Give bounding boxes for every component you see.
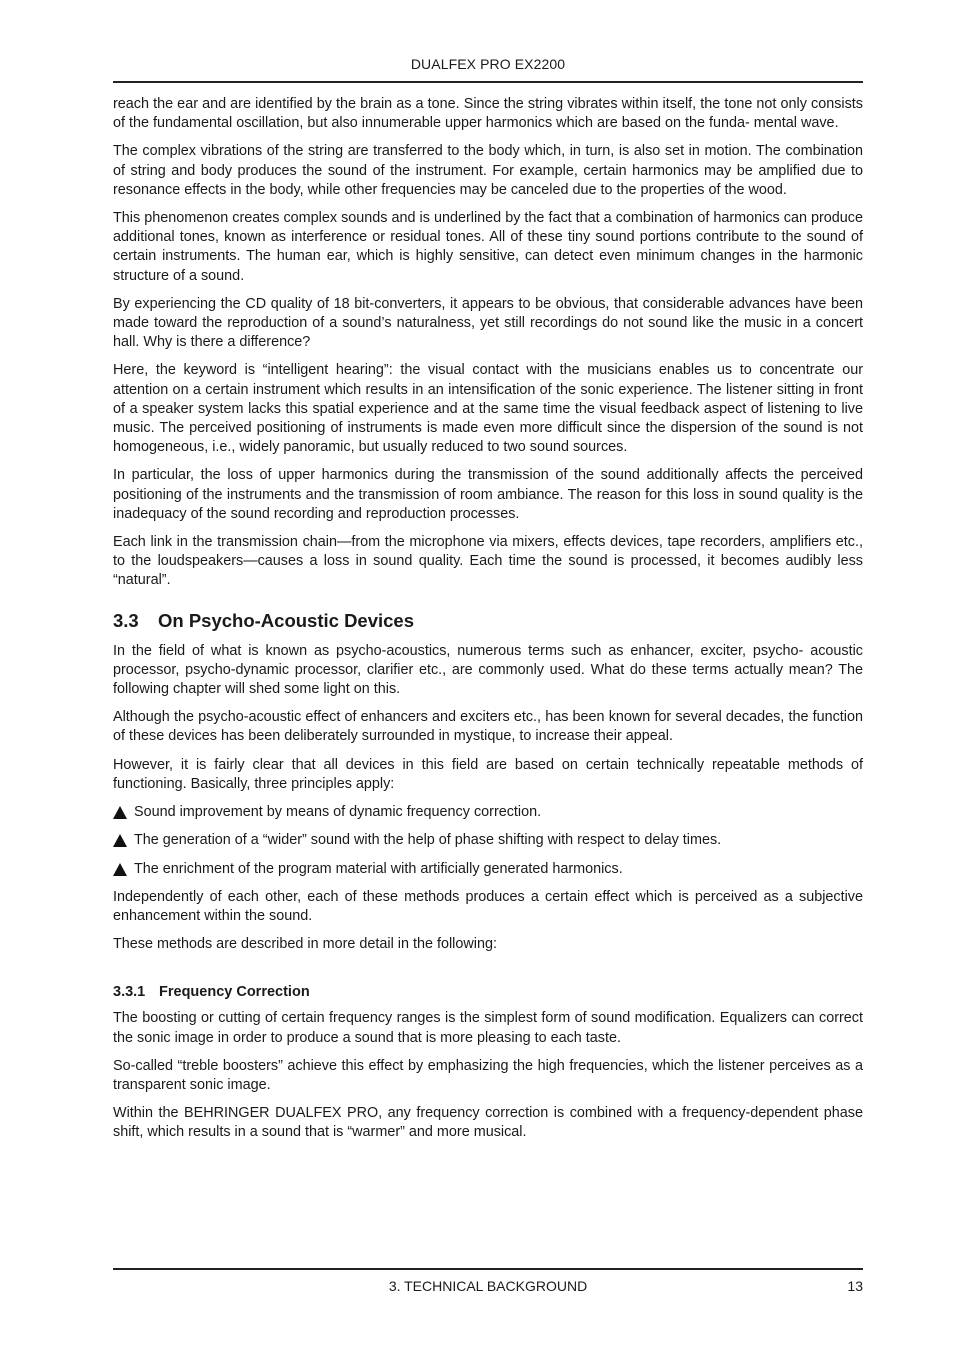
list-item	[113, 803, 863, 822]
body-paragraph: Although the psycho-acoustic effect of enhancers and exciters etc., has been known for several decades, the function of these devices has been deliberately surrounded in mystique, to increase their appeal.	[113, 709, 863, 745]
body-paragraph: In the field of what is known as psycho-acoustics, numerous terms such as enhancer, exciter, psycho- acoustic processor, psycho-dynamic processor, clarifier etc., are commonly used. What do these terms actually mean? The following chapter will shed some light on this.	[113, 642, 863, 698]
body-paragraph: The boosting or cutting of certain frequency ranges is the simplest form of sound modification. Equalizers can correct the sonic image in order to produce a sound that is more pleasing to each taste.	[113, 1010, 863, 1046]
list-item	[113, 860, 863, 879]
body-paragraph: By experiencing the CD quality of 18 bit-converters, it appears to be obvious, that considerable advances have been made toward the reproduction of a sound’s naturalness, yet still recordings do not sound like the music in a concert hall. Why is there a difference?	[113, 295, 863, 351]
body-paragraph: The complex vibrations of the string are transferred to the body which, in turn, is also set in motion. The combination of string and body produces the sound of the instrument. For example, certain harmonics may be amplified due to resonance effects in the body, while other frequencies may be canceled due to the properties of the wood.	[113, 143, 863, 198]
running-header-title: DUALFEX PRO EX2200	[410, 56, 566, 72]
page-number: 13	[847, 1278, 863, 1294]
list-item-text: Sound improvement by means of dynamic frequency correction.	[134, 804, 542, 821]
section-title: On Psycho-Acoustic Devices	[158, 609, 415, 631]
body-paragraph: Within the BEHRINGER DUALFEX PRO, any frequency correction is combined with a frequency-dependent phase shift, which results in a sound that is “warmer” and more musical.	[113, 1105, 863, 1141]
body-paragraph: Each link in the transmission chain—from the microphone via mixers, effects devices, tape recorders, amplifiers etc., to the loudspeakers—causes a loss in sound quality. Each time the sound is processed, it becomes audibly less “natural”.	[113, 534, 863, 589]
list-item-text: The enrichment of the program material with artificially generated harmonics.	[134, 860, 623, 877]
subsection-number: 3.3.1	[113, 984, 146, 1001]
footer-chapter-title: 3. TECHNICAL BACKGROUND	[388, 1278, 588, 1294]
triangle-bullet-icon	[113, 834, 127, 847]
section-heading	[113, 610, 863, 632]
triangle-bullet-icon	[113, 863, 127, 876]
list-item-text: The generation of a “wider” sound with the help of phase shifting with respect to delay times.	[134, 832, 722, 849]
footer-rule	[113, 1268, 863, 1270]
section-number: 3.3	[113, 609, 139, 631]
body-paragraph: reach the ear and are identified by the brain as a tone. Since the string vibrates within itself, the tone not only consists of the fundamental oscillation, but also innumerable upper harmonics which are based on the funda- mental wave.	[113, 96, 863, 132]
list-item	[113, 831, 863, 850]
body-paragraph: Here, the keyword is “intelligent hearing”: the visual contact with the musicians enables us to concentrate our attention on a certain instrument which results in an intensification of the sonic experience. The listener sitting in front of a speaker system lacks this spatial experience and at the same time the visual feedback aspect of listening to live music. The perceived positioning of instruments is made even more difficult since the dispersion of the sound is not homogeneous, i.e., widely panoramic, but usually reduced to two sound sources.	[113, 362, 863, 456]
subsection-heading	[113, 983, 863, 1001]
header-rule	[113, 81, 863, 83]
body-paragraph: These methods are described in more detail in the following:	[113, 936, 497, 953]
body-paragraph: Independently of each other, each of these methods produces a certain effect which is perceived as a subjective enhancement within the sound.	[113, 888, 863, 924]
body-paragraph: This phenomenon creates complex sounds and is underlined by the fact that a combination of harmonics can produce additional tones, known as interference or residual tones. All of these tiny sound portions contribute to the sound of certain instruments. The human ear, which is highly sensitive, can detect even minimum changes in the harmonic structure of a sound.	[113, 210, 863, 284]
subsection-title: Frequency Correction	[159, 984, 310, 1001]
body-paragraph: However, it is fairly clear that all devices in this field are based on certain technically repeatable methods of functioning. Basically, three principles apply:	[113, 756, 863, 792]
body-paragraph: In particular, the loss of upper harmonics during the transmission of the sound additionally affects the perceived positioning of the instruments and the transmission of room ambiance. The reason for this loss in sound quality is the inadequacy of the sound recording and reproduction processes.	[113, 467, 863, 522]
triangle-bullet-icon	[113, 806, 127, 819]
body-paragraph: So-called “treble boosters” achieve this effect by emphasizing the high frequencies, which the listener perceives as a transparent sonic image.	[113, 1057, 863, 1093]
principles-list	[113, 803, 863, 879]
page-body	[113, 95, 863, 1152]
